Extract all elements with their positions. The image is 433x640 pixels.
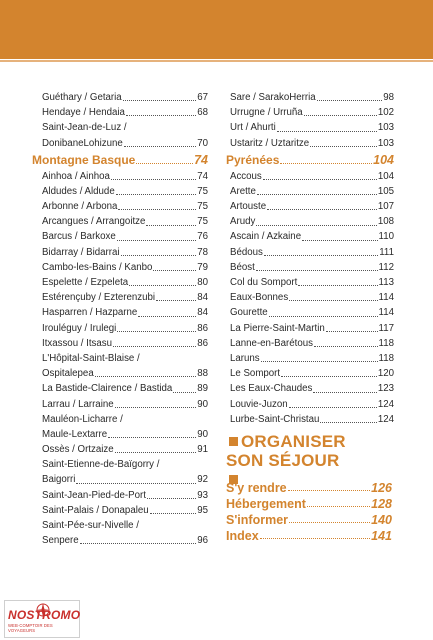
dot-leader: [116, 194, 197, 195]
toc-entry-title: Arbonne / Arbona: [42, 201, 118, 213]
toc-entry-title: Ascain / Azkaine: [230, 231, 302, 243]
toc-entry-title: DonibaneLohizune: [42, 137, 123, 149]
nostromo-logo: [4, 600, 80, 638]
toc-entry[interactable]: [230, 214, 394, 229]
dot-leader: [267, 209, 377, 210]
toc-entry-page: 70: [197, 137, 208, 149]
toc-entry-page: 80: [197, 277, 208, 289]
dot-leader: [153, 270, 196, 271]
toc-entry[interactable]: [230, 120, 394, 135]
dot-leader: [280, 163, 372, 164]
toc-entry-title: Hasparren / Hazparne: [42, 307, 138, 319]
toc-entry-page: 74: [197, 170, 208, 182]
toc-entry-page: 84: [197, 292, 208, 304]
toc-entry-title: Maule-Lextarre: [42, 428, 108, 440]
dot-leader: [111, 179, 196, 180]
toc-entry-title: Ainhoa / Ainhoa: [42, 170, 110, 182]
toc-entry[interactable]: [230, 184, 394, 199]
toc-entry-page: 118: [378, 337, 394, 349]
toc-entry-title: Saint-Jean-Pied-de-Port: [42, 489, 146, 501]
dot-leader: [326, 331, 378, 332]
toc-entry-page: 90: [197, 428, 208, 440]
dot-leader: [302, 240, 377, 241]
dot-leader: [108, 437, 196, 438]
logo-name: NOSTROMO: [8, 608, 81, 622]
toc-entry-page: 92: [197, 474, 208, 486]
dot-leader: [126, 115, 196, 116]
dot-leader: [136, 163, 193, 164]
toc-entry-page: 108: [377, 216, 394, 228]
toc-entry-title: Béost: [230, 261, 255, 273]
organiser-link-page: 128: [371, 497, 392, 511]
dot-leader: [76, 483, 196, 484]
dot-leader: [118, 209, 196, 210]
toc-entry-page: 102: [377, 107, 394, 119]
toc-entry-title: Eaux-Bonnes: [230, 292, 289, 304]
dot-leader: [113, 346, 196, 347]
toc-entry-title: Artouste: [230, 201, 267, 213]
toc-entry-title: Hendaye / Hendaia: [42, 107, 125, 119]
dot-leader: [264, 255, 378, 256]
toc-entry-title: Le Somport: [230, 368, 281, 380]
dot-leader: [121, 255, 197, 256]
toc-entry[interactable]: [42, 533, 208, 548]
toc-entry[interactable]: [230, 366, 394, 381]
toc-entry-title: Col du Somport: [230, 277, 298, 289]
dot-leader: [123, 100, 197, 101]
toc-entry-title: Saint-Etienne-de-Baïgorry /: [42, 459, 160, 471]
toc-entry[interactable]: [42, 488, 208, 503]
toc-entry[interactable]: [230, 351, 394, 366]
organiser-link-title: S'y rendre: [226, 481, 287, 495]
toc-entry-title: Larrau / Larraine: [42, 398, 114, 410]
organiser-link-page: 140: [371, 513, 392, 527]
toc-entry[interactable]: [230, 321, 394, 336]
toc-entry-title: Accous: [230, 170, 262, 182]
toc-entry-page: 117: [378, 322, 394, 334]
section-heading-page: 104: [373, 152, 394, 167]
dot-leader: [138, 316, 196, 317]
toc-entry[interactable]: [42, 169, 208, 184]
dot-leader: [256, 225, 377, 226]
toc-entry[interactable]: [230, 199, 394, 214]
toc-entry[interactable]: [42, 230, 208, 245]
toc-entry[interactable]: [230, 381, 394, 396]
dot-leader: [288, 490, 371, 491]
toc-entry-title: Saint-Palais / Donapaleu: [42, 504, 149, 516]
dot-leader: [307, 506, 370, 507]
dot-leader: [115, 452, 197, 453]
toc-entry-title: Aldudes / Aldude: [42, 185, 115, 197]
dot-leader: [124, 146, 196, 147]
toc-entry-title: Arudy: [230, 216, 256, 228]
dot-leader: [256, 270, 378, 271]
toc-entry[interactable]: [230, 336, 394, 351]
toc-entry-title: La Bastide-Clairence / Bastida: [42, 383, 173, 395]
toc-entry-title: Barcus / Barkoxe: [42, 231, 116, 243]
toc-entry-page: 107: [377, 201, 394, 213]
toc-entry-title: Urrugne / Urruña: [230, 107, 303, 119]
toc-entry-page: 76: [197, 231, 208, 243]
toc-entry-page: 114: [378, 292, 394, 304]
toc-entry-title: Ospitalepea: [42, 368, 94, 380]
toc-entry-title: Lanne-en-Barétous: [230, 337, 313, 349]
toc-entry[interactable]: [42, 105, 208, 120]
toc-entry[interactable]: [42, 90, 208, 105]
toc-entry-page: 123: [377, 383, 394, 395]
organiser-title-line2: SON SÉJOUR: [226, 451, 340, 470]
toc-entry-page: 103: [377, 122, 394, 134]
square-bullet-icon: [229, 437, 238, 446]
toc-entry[interactable]: [230, 136, 394, 151]
dot-leader: [117, 240, 196, 241]
toc-entry[interactable]: [42, 336, 208, 351]
dot-leader: [80, 543, 197, 544]
section-heading-page: 74: [194, 152, 208, 167]
toc-entry[interactable]: [230, 397, 394, 412]
dot-leader: [260, 538, 370, 539]
toc-entry-title: Urt / Ahurti: [230, 122, 276, 134]
toc-entry-title: Itxassou / Itsasu: [42, 337, 112, 349]
toc-entry-title: Lurbe-Saint-Christau: [230, 413, 320, 425]
toc-entry[interactable]: [230, 90, 394, 105]
toc-entry-title: Laruns: [230, 352, 260, 364]
toc-entry-page: 90: [197, 398, 208, 410]
toc-entry-page: 93: [197, 489, 208, 501]
dot-leader: [269, 316, 378, 317]
toc-entry[interactable]: [42, 503, 208, 518]
dot-leader: [95, 376, 197, 377]
section-heading-title: Montagne Basque: [32, 152, 136, 167]
toc-entry-page: 118: [378, 352, 394, 364]
toc-entry[interactable]: [42, 245, 208, 260]
toc-entry-title: Saint-Jean-de-Luz /: [42, 122, 127, 134]
toc-right-column: [226, 90, 394, 427]
toc-entry-page: 95: [197, 504, 208, 516]
top-color-band: [0, 0, 433, 59]
dot-leader: [263, 179, 377, 180]
dot-leader: [304, 115, 377, 116]
toc-entry[interactable]: [42, 397, 208, 412]
toc-section-heading[interactable]: [32, 151, 208, 169]
toc-entry-page: 110: [378, 231, 394, 243]
toc-entry-title: Cambo-les-Bains / Kanbo: [42, 261, 153, 273]
toc-entry[interactable]: [230, 230, 394, 245]
toc-entry-page: 91: [197, 444, 208, 456]
toc-entry-first-line[interactable]: [42, 412, 208, 427]
toc-entry[interactable]: [42, 275, 208, 290]
toc-entry-page: 88: [197, 368, 208, 380]
toc-entry-title: Les Eaux-Chaudes: [230, 383, 313, 395]
toc-entry[interactable]: [230, 305, 394, 320]
toc-entry-page: 75: [197, 185, 208, 197]
toc-entry-page: 86: [197, 337, 208, 349]
dot-leader: [156, 300, 196, 301]
toc-entry-title: Bidarray / Bidarrai: [42, 246, 120, 258]
dot-leader: [115, 407, 197, 408]
toc-entry[interactable]: [42, 184, 208, 199]
toc-entry[interactable]: [230, 169, 394, 184]
dot-leader: [129, 285, 196, 286]
toc-entry-title: L'Hôpital-Saint-Blaise /: [42, 353, 140, 364]
dot-leader: [173, 392, 196, 393]
toc-entry-page: 104: [377, 170, 394, 182]
organiser-link-title: S'informer: [226, 513, 289, 527]
toc-entry-page: 103: [377, 137, 394, 149]
toc-entry-page: 86: [197, 322, 208, 334]
organiser-links: [226, 480, 392, 544]
toc-entry-first-line[interactable]: [42, 120, 208, 135]
toc-entry[interactable]: [230, 245, 394, 260]
dot-leader: [117, 331, 196, 332]
dot-leader: [261, 361, 378, 362]
toc-entry-page: 78: [197, 246, 208, 258]
toc-entry-page: 84: [197, 307, 208, 319]
toc-entry-first-line[interactable]: [42, 518, 208, 533]
toc-entry-title: Saint-Pée-sur-Nivelle /: [42, 520, 139, 532]
toc-entry[interactable]: [42, 473, 208, 488]
dot-leader: [147, 498, 196, 499]
toc-entry[interactable]: [42, 381, 208, 396]
logo-tagline: WEB·COMPTOIR DES VOYAGEURS: [8, 623, 53, 633]
toc-entry-title: La Pierre-Saint-Martin: [230, 322, 325, 334]
dot-leader: [289, 300, 377, 301]
toc-entry-title: Senpere: [42, 535, 79, 547]
toc-entry-title: Guéthary / Getaria: [42, 91, 122, 103]
toc-entry-page: 113: [378, 277, 394, 289]
toc-entry-page: 114: [378, 307, 394, 319]
section-heading-title: Pyrénées: [226, 152, 280, 167]
toc-entry-title: Mauléon-Licharre /: [42, 413, 123, 425]
dot-leader: [314, 346, 378, 347]
organiser-title-line1: ORGANISER: [241, 432, 346, 451]
toc-entry[interactable]: [42, 305, 208, 320]
dot-leader: [317, 100, 383, 101]
toc-entry-page: 124: [377, 413, 394, 425]
toc-entry[interactable]: [42, 427, 208, 442]
toc-entry-page: 75: [197, 201, 208, 213]
organiser-link[interactable]: [226, 496, 392, 512]
toc-entry[interactable]: [230, 260, 394, 275]
organiser-link[interactable]: [226, 528, 392, 544]
toc-entry[interactable]: [230, 412, 394, 427]
toc-entry-page: 79: [197, 261, 208, 273]
dot-leader: [281, 376, 377, 377]
toc-entry[interactable]: [42, 136, 208, 151]
dot-leader: [277, 131, 377, 132]
toc-entry-title: Ossès / Ortzaize: [42, 444, 114, 456]
toc-entry[interactable]: [42, 321, 208, 336]
dot-leader: [320, 422, 376, 423]
dot-leader: [146, 225, 196, 226]
toc-entry-page: 105: [377, 185, 394, 197]
toc-entry-title: Estérençuby / Ezterenzubi: [42, 292, 156, 304]
dot-leader: [289, 522, 370, 523]
dot-leader: [289, 407, 377, 408]
toc-entry-title: Bédous: [230, 246, 263, 258]
dot-leader: [150, 513, 197, 514]
organiser-link-title: Index: [226, 529, 259, 543]
toc-entry-title: Sare / SarakoHerria: [230, 91, 316, 103]
toc-entry-title: Baigorri: [42, 474, 76, 486]
toc-entry-page: 112: [378, 261, 394, 273]
toc-entry-title: Ustaritz / Uztaritze: [230, 137, 310, 149]
toc-entry-first-line[interactable]: [42, 457, 208, 472]
toc-entry-title: Louvie-Juzon: [230, 398, 288, 410]
toc-entry-page: 124: [377, 398, 394, 410]
organiser-link-page: 126: [371, 481, 392, 495]
toc-entry[interactable]: [42, 214, 208, 229]
dot-leader: [298, 285, 377, 286]
dot-leader: [257, 194, 377, 195]
toc-entry-title: Irouléguy / Irulegi: [42, 322, 117, 334]
dot-leader: [310, 146, 377, 147]
organiser-link-page: 141: [371, 529, 392, 543]
toc-entry-page: 111: [379, 246, 394, 258]
toc-entry-title: Arette: [230, 185, 256, 197]
toc-entry-page: 89: [197, 383, 208, 395]
toc-entry-page: 75: [197, 216, 208, 228]
toc-entry[interactable]: [230, 275, 394, 290]
toc-entry-page: 120: [377, 368, 394, 380]
toc-entry-title: Arcangues / Arrangoitze: [42, 216, 146, 228]
toc-entry[interactable]: [42, 260, 208, 275]
toc-section-heading[interactable]: [226, 151, 394, 169]
toc-entry-page: 67: [197, 91, 208, 103]
toc-entry[interactable]: [42, 442, 208, 457]
toc-left-column: [32, 90, 208, 548]
toc-entry-page: 98: [383, 91, 394, 103]
toc-entry-page: 68: [197, 107, 208, 119]
toc-entry-first-line[interactable]: [42, 351, 208, 366]
toc-entry[interactable]: [42, 199, 208, 214]
dot-leader: [313, 392, 376, 393]
toc-entry[interactable]: [42, 366, 208, 381]
toc-entry-page: 96: [197, 535, 208, 547]
organiser-link[interactable]: [226, 512, 392, 528]
toc-entry[interactable]: [230, 105, 394, 120]
toc-entry[interactable]: [42, 290, 208, 305]
organiser-link-title: Hébergement: [226, 497, 306, 511]
toc-entry[interactable]: [230, 290, 394, 305]
toc-entry-title: Espelette / Ezpeleta: [42, 277, 129, 289]
organiser-link[interactable]: [226, 480, 392, 496]
toc-entry-title: Gourette: [230, 307, 268, 319]
